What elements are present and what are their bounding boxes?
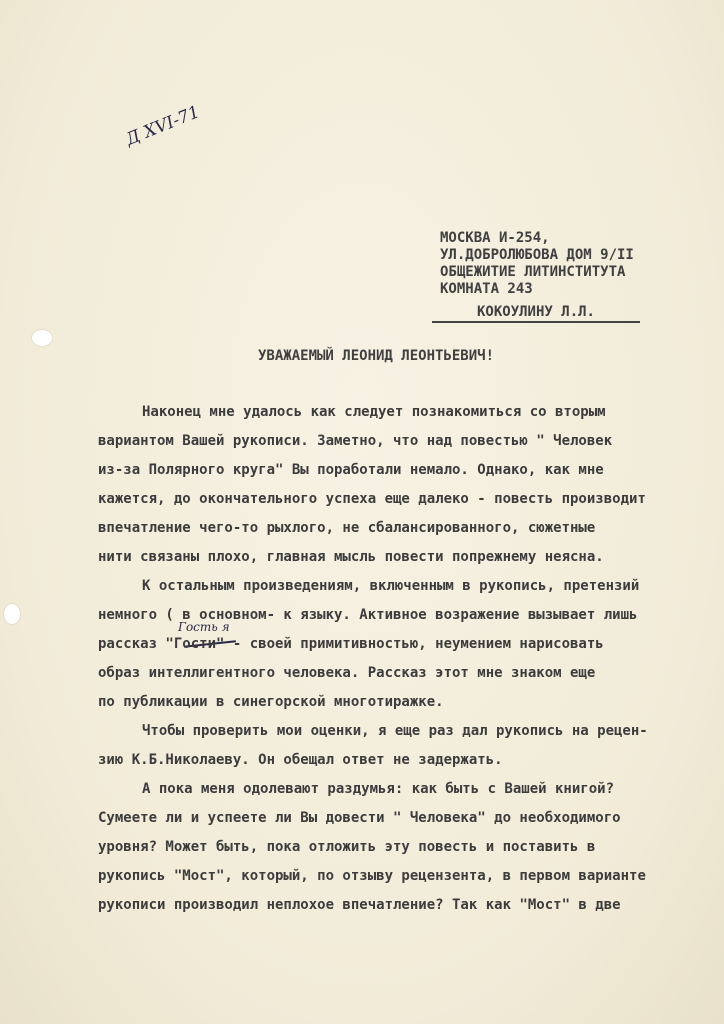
body-line: по публикации в синегорской многотиражке. xyxy=(98,694,444,710)
address-line: КОМНАТА 243 xyxy=(440,281,533,297)
addressee: КОКОУЛИНУ Л.Л. xyxy=(432,304,640,323)
body-line: Наконец мне удалось как следует познакомиться со вторым xyxy=(142,404,606,420)
body-line: К остальным произведениям, включенным в рукопись, претензий xyxy=(142,578,640,594)
letter-body xyxy=(98,398,688,920)
body-line: впечатление чего-то рыхлого, не сбалансированного, сюжетные xyxy=(98,520,596,536)
body-line: А пока меня одолевают раздумья: как быть с Вашей книгой? xyxy=(142,781,615,797)
body-line: уровня? Может быть, пока отложить эту повесть и поставить в xyxy=(98,839,596,855)
address-line: МОСКВА И-254, xyxy=(440,230,550,246)
body-line: зию К.Б.Николаеву. Он обещал ответ не задержать. xyxy=(98,752,503,768)
address-block xyxy=(440,230,634,298)
body-line: нити связаны плохо, главная мысль повести попрежнему неясна. xyxy=(98,549,604,565)
body-line: вариантом Вашей рукописи. Заметно, что над повестью " Человек xyxy=(98,433,613,449)
body-line: Чтобы проверить мои оценки, я еще раз дал рукопись на рецен- xyxy=(142,723,648,739)
handwritten-insert: Гость я xyxy=(178,620,230,634)
address-line: УЛ.ДОБРОЛЮБОВА ДОМ 9/II xyxy=(440,247,634,263)
body-line: рукописи производил неплохое впечатление? Так как "Мост" в две xyxy=(98,897,621,913)
body-line: из-за Полярного круга" Вы поработали немало. Однако, как мне xyxy=(98,462,604,478)
salutation: УВАЖАЕМЫЙ ЛЕОНИД ЛЕОНТЬЕВИЧ! xyxy=(258,348,495,364)
body-line: образ интеллигентного человека. Рассказ этот мне знаком еще xyxy=(98,665,596,681)
body-line: рукопись "Мост", который, по отзыву рецензента, в первом варианте xyxy=(98,868,646,884)
punch-hole xyxy=(32,330,52,346)
body-line: Сумеете ли и успеете ли Вы довести " Человека" до необходимого xyxy=(98,810,621,826)
handwritten-note: Д XVI-71 xyxy=(123,102,203,150)
body-line: немного ( в основном- к языку. Активное возражение вызывает лишь xyxy=(98,607,638,623)
address-line: ОБЩЕЖИТИЕ ЛИТИНСТИТУТА xyxy=(440,264,626,280)
body-line: рассказ "Гости" - своей примитивностью, неумением нарисовать xyxy=(98,636,604,652)
body-line: кажется, до окончательного успеха еще далеко - повесть производит xyxy=(98,491,646,507)
punch-hole xyxy=(4,604,20,624)
